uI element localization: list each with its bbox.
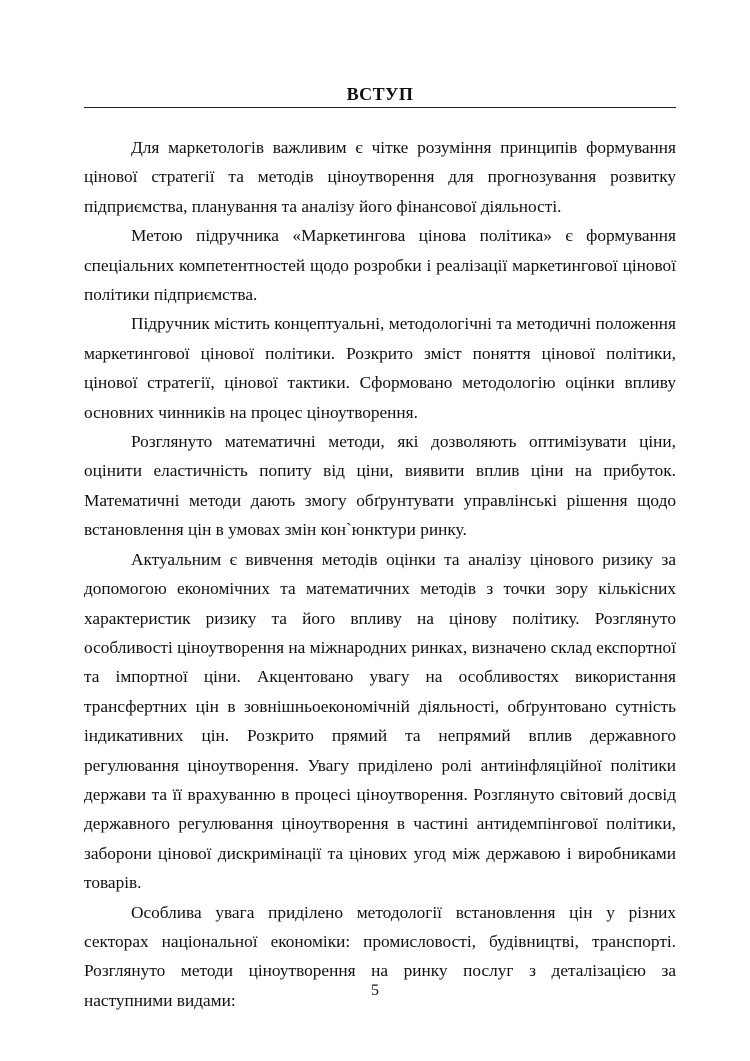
paragraph-3: Підручник містить концептуальні, методологічні та методичні положення маркетингової цінової політики. Розкрито зміст поняття цінової політики, цінової стратегії, цінової тактики. Сформовано методологію оцінки впливу основних чинників на процес ціноутворення.	[84, 314, 676, 422]
section-title: ВСТУП	[346, 84, 414, 104]
title-underline	[84, 107, 676, 108]
page-number: 5	[371, 982, 379, 999]
paragraph-2: Метою підручника «Маркетингова цінова політика» є формування спеціальних компетентностей щодо розробки і реалізації маркетингової цінової політики підприємства.	[84, 226, 676, 305]
paragraph-1: Для маркетологів важливим є чітке розуміння принципів формування цінової стратегії та методів ціноутворення для прогнозування розвитку підприємства, планування та аналізу його фінансової діяльності.	[84, 138, 676, 216]
body-text	[84, 133, 676, 1015]
paragraph-5: Актуальним є вивчення методів оцінки та аналізу цінового ризику за допомогою економічних та математичних методів з точки зору кількісних характеристик ризику та його впливу на цінову політику. Розглянуто особливості ціноутворення на міжнародних ринках, визначено склад експортної та імпортної ціни. Акцентовано увагу на особливостях використання трансфертних цін в зовнішньоекономічній діяльності, обґрунтовано сутність індикативних цін. Розкрито прямий та непрямий вплив державного регулювання ціноутворення. Увагу приділено ролі антиінфляційної політики держави та її врахуванню в процесі ціноутворення. Розглянуто світовий досвід державного регулювання ціноутворення в частині антидемпінгової політики, заборони цінової дискримінації та цінових угод між державою і виробниками товарів.	[84, 549, 676, 893]
paragraph-6: Особлива увага приділено методології встановлення цін у різних секторах національної економіки: промисловості, будівництві, транспорті. Розглянуто методи ціноутворення на ринку послуг з деталізацією за наступними видами:	[84, 902, 676, 1010]
paragraph-4: Розглянуто математичні методи, які дозволяють оптимізувати ціни, оцінити еластичність попиту від ціни, виявити вплив ціни на прибуток. Математичні методи дають змогу обґрунтувати управлінські рішення щодо встановлення цін в умовах змін кон`юнктури ринку.	[84, 432, 676, 540]
